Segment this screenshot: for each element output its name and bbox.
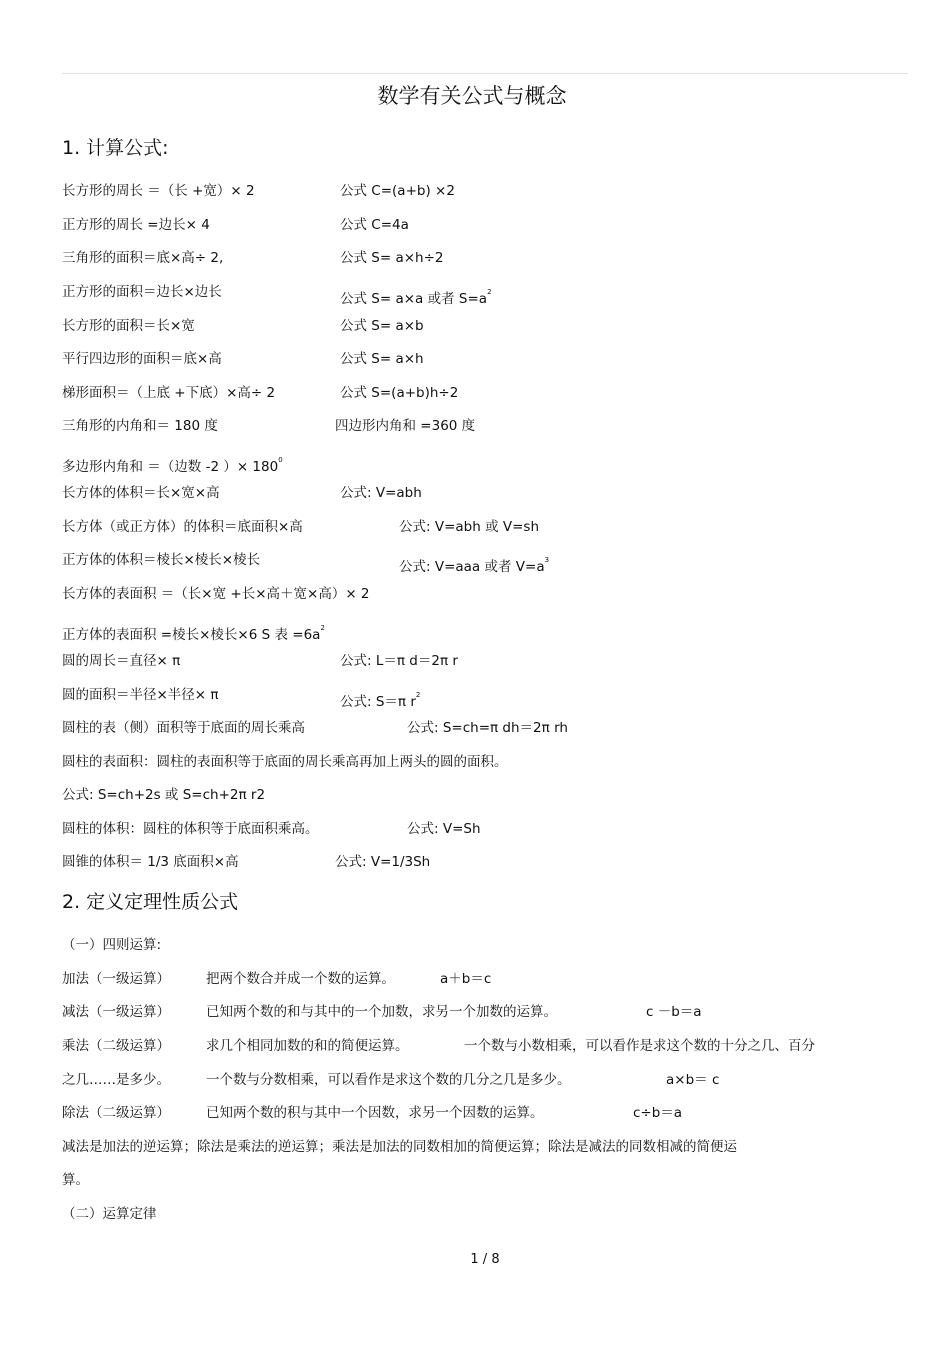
formula-text: 梯形面积＝（上底 +下底）×高÷ 2 (62, 385, 276, 401)
formula-expression: 公式: V=1/3Sh (335, 854, 431, 870)
formula-text: 平行四边形的面积＝底×高 (62, 351, 222, 367)
operation-row (62, 970, 492, 988)
formula-expression: 公式 S= a×h (340, 351, 424, 367)
operation-name: 加法（一级运算） (62, 971, 170, 987)
formula-text: 圆柱的体积：圆柱的体积等于底面积乘高。 (62, 821, 319, 837)
operation-name: 乘法（二级运算） (62, 1038, 170, 1054)
formula-row (62, 686, 421, 710)
formula-text: 圆柱的表面积：圆柱的表面积等于底面的周长乘高再加上两头的圆的面积。 (62, 754, 508, 770)
formula-text: 长方形的周长 ＝（长 +宽）× 2 (62, 183, 255, 199)
formula-text: 正方形的周长 =边长× 4 (62, 217, 210, 233)
formula-expression: 公式 C=(a+b) ×2 (340, 183, 455, 199)
operation-formula: a×b＝ c (666, 1072, 720, 1088)
formula-expression: 公式: S=ch=π dh＝2π rh (407, 720, 568, 736)
formula-expression: 四边形内角和 =360 度 (335, 418, 476, 434)
formula-text: 正方体的表面积 =棱长×棱长×6 S 表 $=6a^2$ (62, 624, 325, 643)
formula-expression: 公式: V=abh (340, 485, 422, 501)
formula-expression: 公式 S= a×h÷2 (340, 250, 444, 266)
operation-name: 除法（二级运算） (62, 1105, 170, 1121)
formula-expression: 公式: V=abh 或 V=sh (399, 519, 540, 535)
operation-row (62, 1171, 89, 1189)
formula-text: 长方形的面积＝长×宽 (62, 318, 195, 334)
operation-definition: 一个数与分数相乘，可以看作是求这个数的几分之几是多少。 (206, 1072, 571, 1088)
formula-text: 长方体的体积＝长×宽×高 (62, 485, 220, 501)
formula-expression: 公式: V=Sh (407, 821, 481, 837)
formula-text: 多边形内角和 ＝（边数 -2 ）× $180^0$ (62, 456, 283, 475)
formula-text: 长方体（或正方体）的体积＝底面积×高 (62, 519, 303, 535)
formula-row (62, 484, 422, 502)
superscript: 3 (544, 556, 550, 564)
formula-expression: 公式: V=aaa 或者 $V=a^3$ (399, 556, 550, 575)
formula-row (62, 551, 550, 575)
formula-row (62, 585, 370, 603)
header-rule (62, 73, 908, 74)
formula-expression: 公式 S= a×a 或者 $S=a^2$ (340, 288, 492, 307)
operation-formula: c÷b＝a (633, 1105, 683, 1121)
formula-row (62, 786, 265, 804)
formula-text: 正方体的体积＝棱长×棱长×棱长 (62, 552, 261, 568)
formula-row (62, 249, 444, 267)
formula-text: 圆柱的表（侧）面积等于底面的周长乘高 (62, 720, 305, 736)
operation-text: 之几……是多少。 (62, 1072, 170, 1088)
operation-row (62, 1071, 720, 1089)
superscript: 2 (320, 624, 325, 632)
formula-row (62, 820, 481, 838)
operation-definition: 把两个数合并成一个数的运算。 (206, 971, 395, 987)
formula-row (62, 652, 458, 670)
operation-row (62, 1003, 702, 1021)
formula-text: 圆的周长＝直径× π (62, 653, 181, 669)
formula-row (62, 719, 568, 737)
formula-row (62, 182, 455, 200)
formula-text: 三角形的面积＝底×高÷ 2, (62, 250, 224, 266)
formula-row (62, 417, 476, 435)
formula-row (62, 518, 540, 536)
document-title: 数学有关公式与概念 (377, 84, 567, 108)
section-heading-formulas: 1. 计算公式: (62, 137, 169, 159)
subsection-heading: （一）四则运算: (62, 937, 162, 953)
formula-text: 公式: S=ch+2s 或 S=ch+2π r2 (62, 787, 266, 803)
operation-formula: c －b＝a (646, 1004, 702, 1020)
formula-text: 圆的面积＝半径×半径× π (62, 687, 219, 703)
operation-row (62, 1037, 815, 1055)
superscript: 0 (278, 456, 283, 464)
formula-text: 正方形的面积＝边长×边长 (62, 284, 222, 300)
operation-row (62, 1138, 737, 1156)
formula-row (62, 350, 424, 368)
superscript: 2 (487, 288, 492, 296)
operation-formula: a＋b＝c (440, 971, 492, 987)
formula-row (62, 753, 508, 771)
formula-row (62, 853, 431, 871)
section-heading-definitions: 2. 定义定理性质公式 (62, 891, 239, 913)
formula-expression: 公式 S= a×b (340, 318, 424, 334)
formula-row (62, 451, 283, 476)
operation-text: 减法是加法的逆运算；除法是乘法的逆运算；乘法是加法的同数相加的简便运算；除法是减法的同数相减的简便运 (62, 1139, 737, 1155)
formula-expression: 公式 C=4a (340, 217, 409, 233)
formula-expression: 公式 S=(a+b)h÷2 (340, 385, 459, 401)
formula-row (62, 384, 459, 402)
formula-row (62, 216, 409, 234)
formula-text: 圆锥的体积＝ 1/3 底面积×高 (62, 854, 239, 870)
operation-name: 减法（一级运算） (62, 1004, 170, 1020)
formula-row (62, 317, 424, 335)
operation-note: 一个数与小数相乘，可以看作是求这个数的十分之几、百分 (464, 1038, 815, 1054)
formula-text: 长方体的表面积 ＝（长×宽 +长×高＋宽×高）× 2 (62, 586, 370, 602)
formula-row (62, 619, 325, 644)
superscript: 2 (415, 691, 421, 699)
formula-expression: 公式: S＝π $r^2$ (340, 691, 421, 710)
formula-expression: 公式: L＝π d＝2π r (340, 653, 458, 669)
formula-row (62, 283, 492, 307)
operation-row (62, 1104, 683, 1122)
subsection-heading: （二）运算定律 (62, 1206, 157, 1222)
formula-text: 三角形的内角和＝ 180 度 (62, 418, 218, 434)
operation-text: 算。 (62, 1172, 89, 1188)
operation-definition: 求几个相同加数的和的简便运算。 (206, 1038, 409, 1054)
operation-definition: 已知两个数的和与其中的一个加数，求另一个加数的运算。 (206, 1004, 557, 1020)
operation-definition: 已知两个数的积与其中一个因数，求另一个因数的运算。 (206, 1105, 544, 1121)
page-number: 1 / 8 (470, 1252, 500, 1267)
